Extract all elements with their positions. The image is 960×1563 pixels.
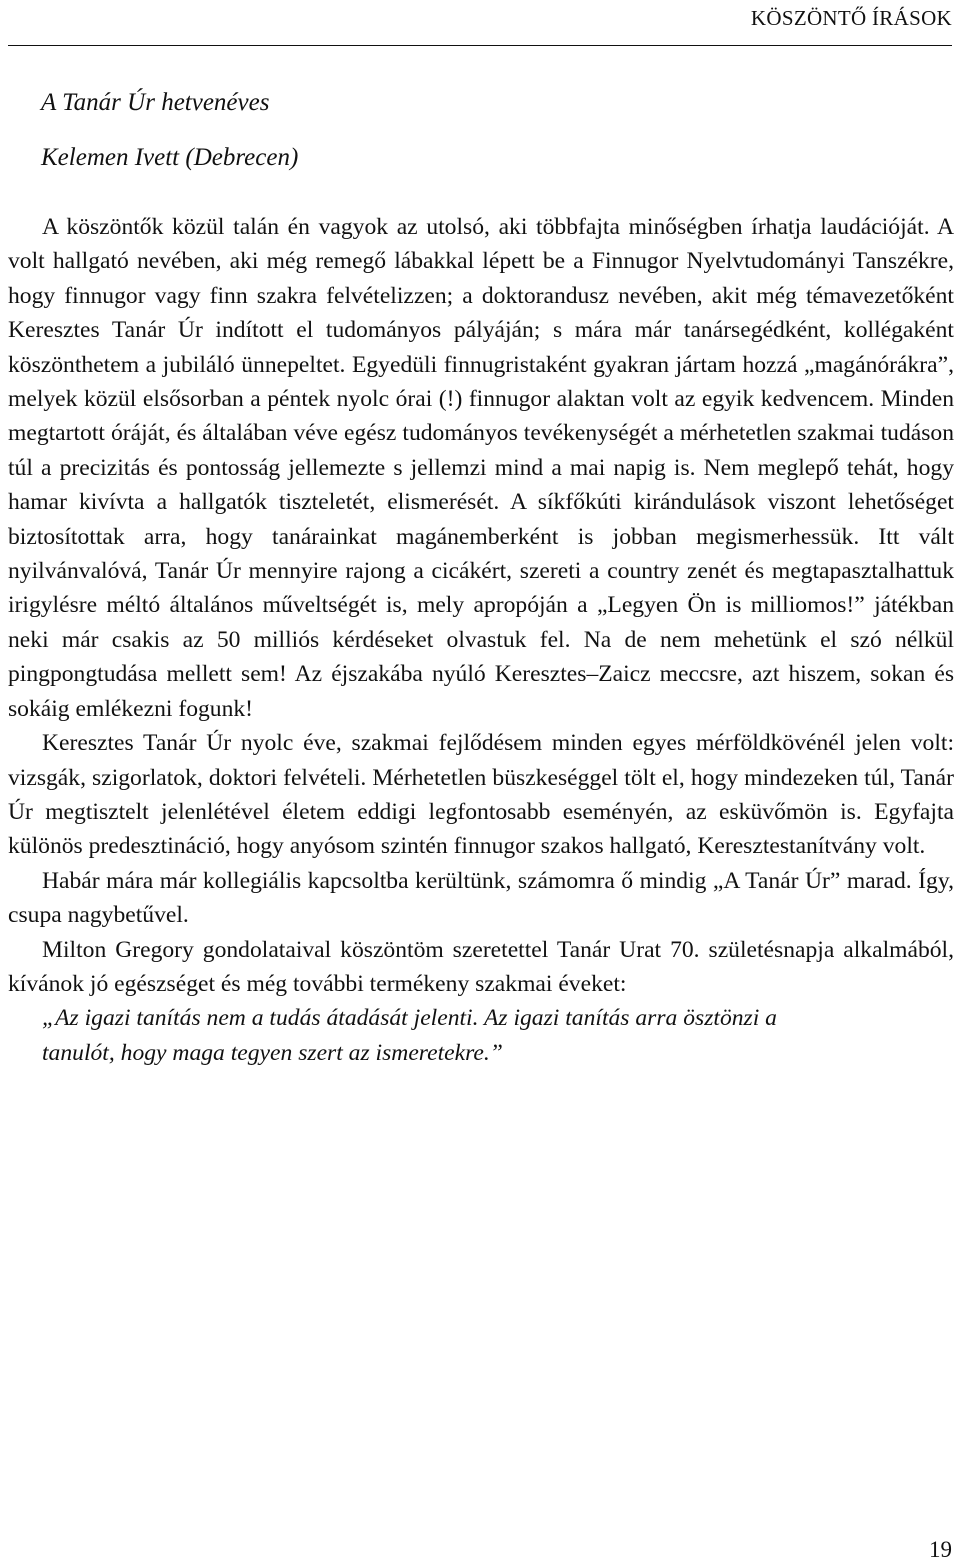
paragraph-3: Habár mára már kollegiális kapcsoltba kerültünk, számomra ő mindig „A Tanár Úr” marad. Így, csupa nagybetűvel. (8, 867, 954, 929)
paragraph-1: A köszöntők közül talán én vagyok az utolsó, aki többfajta minőségben írhatja laudációját. A volt hallgató nevében, aki még remegő lábakkal lépett be a Finnugor Nyelvtudományi Tanszékre, hogy finnugor vagy finn szakra felvételizzen; a doktorandusz nevében, akit még témavezetőként Keresztes Tanár Úr indított el tudományos pályáján; s mára már tanársegédként, kollégaként köszönthetem a jubiláló ünnepeltet. Egyedüli finnugristaként gyakran jártam hozzá „magánórákra”, melyek közül elsősorban a péntek nyolc órai (!) finnugor alaktan volt az egyik kedvencem. Minden megtartott óráját, és általában véve egész tudományos tevékenységét a mérhetetlen szakmai tudáson túl a precizitás és pontosság jellemezte s jellemzi mind a mai napig is. Nem meglepő tehát, hogy hamar kivívta a hallgatók tiszteletét, elismerését. A síkfőkúti kirándulások viszont lehetőséget biztosítottak arra, hogy tanárainkat magánemberként is jobban megismerhessük. Itt vált nyilvánvalóvá, Tanár Úr mennyire rajong a cicákért, szereti a country zenét és megtapasztalhattuk irigylésre méltó általános műveltségét is, mely apropóján a „Legyen Ön is milliomos!” játékban neki már csakis az 50 milliós kérdéseket olvastuk fel. Na de nem mehetünk el szó nélkül pingpongtudása mellett sem! Az éjszakába nyúló Keresztes–Zaicz meccsre, azt hiszem, sokan és sokáig emlékezni fogunk! (8, 214, 954, 722)
article-body (8, 210, 954, 1070)
running-header: KÖSZÖNTŐ ÍRÁSOK (750, 6, 952, 30)
article-author: Kelemen Ivett (Debrecen) (41, 144, 299, 171)
closing-quote: „Az igazi tanítás nem a tudás átadását jelenti. Az igazi tanítás arra ösztönzi a tanulót, hogy maga tegyen szert az ismeretekre.” (42, 1005, 777, 1066)
page-number: 19 (929, 1537, 952, 1562)
paragraph-2: Keresztes Tanár Úr nyolc éve, szakmai fejlődésem minden egyes mérföldkövénél jelen volt: vizsgák, szigorlatok, doktori felvételi. Mérhetetlen büszkeséggel tölt el, hogy mindezeken túl, Tanár Úr megtisztelt jelenlétével életem eddigi legfontosabb eseményén, az esküvőmön is. Egyfajta különös predesztináció, hogy anyósom szintén finnugor szakos hallgató, Keresztestanítvány volt. (8, 730, 954, 860)
header-rule (8, 45, 952, 46)
paragraph-4: Milton Gregory gondolataival köszöntöm szeretettel Tanár Urat 70. születésnapja alkalmából, kívánok jó egészséget és még további termékeny szakmai éveket: (8, 936, 954, 997)
article-title: A Tanár Úr hetvenéves (41, 89, 270, 116)
